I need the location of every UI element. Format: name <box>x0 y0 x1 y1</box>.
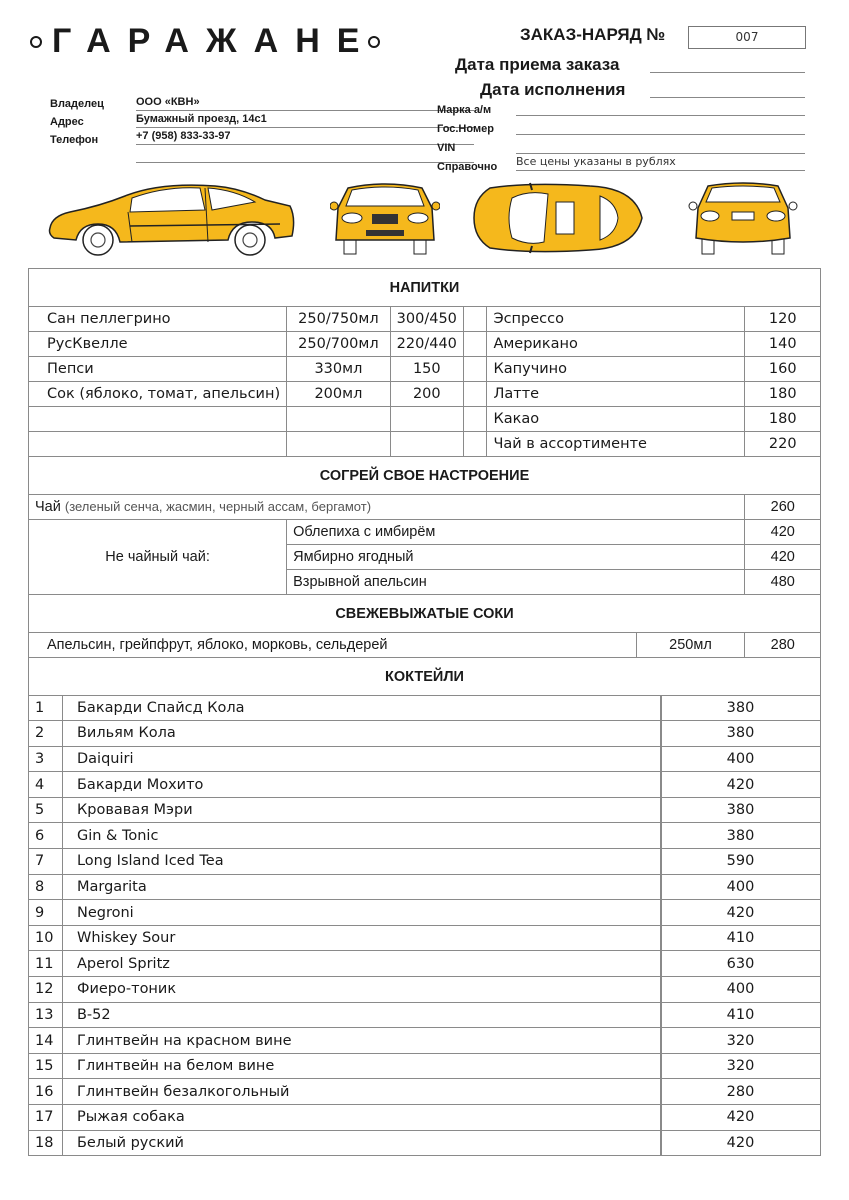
cocktail-price: 420 <box>661 1105 821 1131</box>
cocktail-price-row <box>661 951 821 977</box>
coffee-name: Американо <box>487 332 745 357</box>
cocktail-price-row <box>661 874 821 900</box>
vin-label: VIN <box>437 142 456 154</box>
drinks-row <box>29 332 821 357</box>
juice-volume: 250мл <box>636 633 745 658</box>
cocktail-price: 410 <box>661 925 821 951</box>
coffee-name: Латте <box>487 382 745 407</box>
cocktail-number: 6 <box>29 823 63 849</box>
drink-name <box>29 432 287 457</box>
date-done-field[interactable] <box>650 96 805 98</box>
cocktail-row <box>29 1130 662 1156</box>
drinks-row <box>29 407 821 432</box>
spacer-cell <box>463 432 487 457</box>
order-number-field[interactable]: 007 <box>688 26 806 49</box>
cocktail-row <box>29 977 662 1003</box>
drink-volume: 250/700мл <box>287 332 391 357</box>
logo-dot-left-icon <box>30 36 42 48</box>
drinks-row <box>29 432 821 457</box>
address-label: Адрес <box>50 116 84 128</box>
date-received-field[interactable] <box>650 71 805 73</box>
warm-item-price: 420 <box>745 520 821 545</box>
cocktail-number: 3 <box>29 746 63 772</box>
warm-item-price: 480 <box>745 570 821 595</box>
cocktail-row <box>29 695 662 721</box>
cocktail-price-row <box>661 977 821 1003</box>
cocktail-number: 18 <box>29 1130 63 1156</box>
cocktail-price: 590 <box>661 849 821 875</box>
drink-name: Сок (яблоко, томат, апельсин) <box>29 382 287 407</box>
cocktail-price: 400 <box>661 874 821 900</box>
cocktails-table <box>28 695 662 1157</box>
drink-name: Сан пеллегрино <box>29 307 287 332</box>
cocktail-row <box>29 1079 662 1105</box>
tea-name: Чай <box>35 499 61 515</box>
cocktail-price: 380 <box>661 695 821 721</box>
drink-volume: 250/750мл <box>287 307 391 332</box>
cocktail-number: 13 <box>29 1002 63 1028</box>
cocktail-row <box>29 1053 662 1079</box>
coffee-name: Капучино <box>487 357 745 382</box>
plate-field[interactable] <box>516 133 805 135</box>
cocktail-number: 10 <box>29 925 63 951</box>
coffee-name: Эспрессо <box>487 307 745 332</box>
cocktail-name: Long Island Iced Tea <box>62 849 661 875</box>
car-front-view-icon <box>330 180 440 256</box>
spacer-cell <box>463 307 487 332</box>
spacer-cell <box>463 382 487 407</box>
cocktail-row <box>29 1105 662 1131</box>
menu-table <box>28 268 821 696</box>
car-side-view-icon <box>40 178 300 258</box>
cocktail-row <box>29 1002 662 1028</box>
cocktail-price-row <box>661 1028 821 1054</box>
logo <box>30 22 380 61</box>
car-rear-view-icon <box>688 180 798 256</box>
drink-price <box>390 432 463 457</box>
juice-name: Апельсин, грейпфрут, яблоко, морковь, сельдерей <box>29 633 637 658</box>
cocktail-number: 11 <box>29 951 63 977</box>
vin-field[interactable] <box>516 152 805 154</box>
cocktail-name: Глинтвейн безалкогольный <box>62 1079 661 1105</box>
cocktail-name: Whiskey Sour <box>62 925 661 951</box>
tea-desc: (зеленый сенча, жасмин, черный ассам, бергамот) <box>64 499 372 514</box>
cocktail-price-row <box>661 1079 821 1105</box>
coffee-price: 140 <box>745 332 821 357</box>
juices-title: СВЕЖЕВЫЖАТЫЕ СОКИ <box>29 595 821 633</box>
owner-label: Владелец <box>50 98 104 110</box>
cocktail-name: Кровавая Мэри <box>62 797 661 823</box>
spacer-cell <box>463 332 487 357</box>
coffee-price: 180 <box>745 382 821 407</box>
cocktail-price-row <box>661 772 821 798</box>
cocktail-price-row <box>661 797 821 823</box>
warm-item-name: Взрывной апельсин <box>287 570 745 595</box>
tea-price: 260 <box>745 495 821 520</box>
drink-volume: 330мл <box>287 357 391 382</box>
plate-label: Гос.Номер <box>437 123 494 135</box>
cocktail-name: Белый руский <box>62 1130 661 1156</box>
coffee-price: 120 <box>745 307 821 332</box>
cocktail-name: Aperol Spritz <box>62 951 661 977</box>
cocktail-number: 8 <box>29 874 63 900</box>
cocktail-row <box>29 925 662 951</box>
drink-volume <box>287 407 391 432</box>
cocktail-row <box>29 823 662 849</box>
cocktail-number: 7 <box>29 849 63 875</box>
brand-field[interactable] <box>516 114 805 116</box>
note-label: Справочно <box>437 161 498 173</box>
coffee-price: 180 <box>745 407 821 432</box>
phone-label: Телефон <box>50 134 99 146</box>
cocktail-price: 400 <box>661 746 821 772</box>
drink-price: 150 <box>390 357 463 382</box>
tea-row <box>29 495 745 520</box>
address-field[interactable]: Бумажный проезд, 14с1 <box>136 113 474 128</box>
cocktail-number: 4 <box>29 772 63 798</box>
cocktail-price-row <box>661 695 821 721</box>
cocktail-name: B-52 <box>62 1002 661 1028</box>
phone-field[interactable]: +7 (958) 833-33-97 <box>136 130 474 145</box>
warm-title: СОГРЕЙ СВОЕ НАСТРОЕНИЕ <box>29 457 821 495</box>
cocktail-row <box>29 772 662 798</box>
drink-price <box>390 407 463 432</box>
cocktail-row <box>29 721 662 747</box>
cocktail-name: Глинтвейн на белом вине <box>62 1053 661 1079</box>
date-received-label: Дата приема заказа <box>455 55 620 74</box>
cocktail-price: 420 <box>661 1130 821 1156</box>
cocktail-price-row <box>661 925 821 951</box>
spacer-cell <box>463 407 487 432</box>
cocktail-number: 17 <box>29 1105 63 1131</box>
cocktail-name: Бакарди Спайсд Кола <box>62 695 661 721</box>
drink-volume <box>287 432 391 457</box>
cocktail-name: Бакарди Мохито <box>62 772 661 798</box>
cocktail-number: 1 <box>29 695 63 721</box>
cocktail-name: Глинтвейн на красном вине <box>62 1028 661 1054</box>
cocktail-number: 2 <box>29 721 63 747</box>
cocktail-price-row <box>661 721 821 747</box>
cocktail-number: 16 <box>29 1079 63 1105</box>
cocktail-price: 420 <box>661 772 821 798</box>
drinks-row <box>29 357 821 382</box>
cocktail-row <box>29 797 662 823</box>
order-title: ЗАКАЗ-НАРЯД № <box>520 25 666 44</box>
extra-field[interactable] <box>136 148 474 163</box>
drinks-row <box>29 307 821 332</box>
cocktail-name: Вильям Кола <box>62 721 661 747</box>
cocktail-number: 5 <box>29 797 63 823</box>
cocktail-price: 630 <box>661 951 821 977</box>
drink-name: РусКвелле <box>29 332 287 357</box>
cocktail-number: 9 <box>29 900 63 926</box>
brand-label: Марка а/м <box>437 104 492 116</box>
juice-price: 280 <box>745 633 821 658</box>
drinks-row <box>29 382 821 407</box>
drink-name: Пепси <box>29 357 287 382</box>
cocktail-number: 14 <box>29 1028 63 1054</box>
spacer-cell <box>463 357 487 382</box>
drink-name <box>29 407 287 432</box>
cocktail-price: 380 <box>661 721 821 747</box>
cocktail-row <box>29 951 662 977</box>
cocktail-number: 15 <box>29 1053 63 1079</box>
cocktail-row <box>29 1028 662 1054</box>
cocktail-row <box>29 746 662 772</box>
cocktail-name: Negroni <box>62 900 661 926</box>
drinks-title: НАПИТКИ <box>29 269 821 307</box>
warm-row <box>29 520 821 545</box>
warm-item-name: Ямбирно ягодный <box>287 545 745 570</box>
cocktail-price: 320 <box>661 1053 821 1079</box>
cocktail-price: 380 <box>661 797 821 823</box>
non-tea-group-label: Не чайный чай: <box>29 520 287 595</box>
warm-item-price: 420 <box>745 545 821 570</box>
drink-volume: 200мл <box>287 382 391 407</box>
cocktails-price-table <box>660 695 821 1157</box>
cocktail-number: 12 <box>29 977 63 1003</box>
cocktail-price-row <box>661 823 821 849</box>
cocktail-price: 320 <box>661 1028 821 1054</box>
cocktails-title: КОКТЕЙЛИ <box>29 658 821 696</box>
cocktail-price-row <box>661 1053 821 1079</box>
cocktail-name: Margarita <box>62 874 661 900</box>
coffee-price: 220 <box>745 432 821 457</box>
cocktail-name: Рыжая собака <box>62 1105 661 1131</box>
cocktail-price-row <box>661 1105 821 1131</box>
drink-price: 200 <box>390 382 463 407</box>
cocktail-price-row <box>661 1002 821 1028</box>
coffee-name: Какао <box>487 407 745 432</box>
warm-item-name: Облепиха с имбирём <box>287 520 745 545</box>
drink-price: 300/450 <box>390 307 463 332</box>
coffee-price: 160 <box>745 357 821 382</box>
date-done-label: Дата исполнения <box>480 80 626 99</box>
coffee-name: Чай в ассортименте <box>487 432 745 457</box>
cocktail-price-row <box>661 849 821 875</box>
note-field[interactable]: Все цены указаны в рублях <box>516 156 805 171</box>
cocktail-row <box>29 900 662 926</box>
cocktail-name: Gin & Tonic <box>62 823 661 849</box>
logo-text: ГАРАЖАНЕ <box>52 22 377 60</box>
cocktail-price: 400 <box>661 977 821 1003</box>
cocktail-price-row <box>661 900 821 926</box>
drink-price: 220/440 <box>390 332 463 357</box>
cocktail-price: 280 <box>661 1079 821 1105</box>
owner-field[interactable]: ООО «КВН» <box>136 96 474 111</box>
cocktail-price: 420 <box>661 900 821 926</box>
logo-dot-right-icon <box>368 36 380 48</box>
cocktail-row <box>29 849 662 875</box>
car-top-view-icon <box>470 178 650 258</box>
cocktail-name: Фиеро-тоник <box>62 977 661 1003</box>
cocktail-name: Daiquiri <box>62 746 661 772</box>
cocktail-price-row <box>661 1130 821 1156</box>
cocktail-price: 380 <box>661 823 821 849</box>
cocktail-price-row <box>661 746 821 772</box>
cocktail-row <box>29 874 662 900</box>
cocktail-price: 410 <box>661 1002 821 1028</box>
